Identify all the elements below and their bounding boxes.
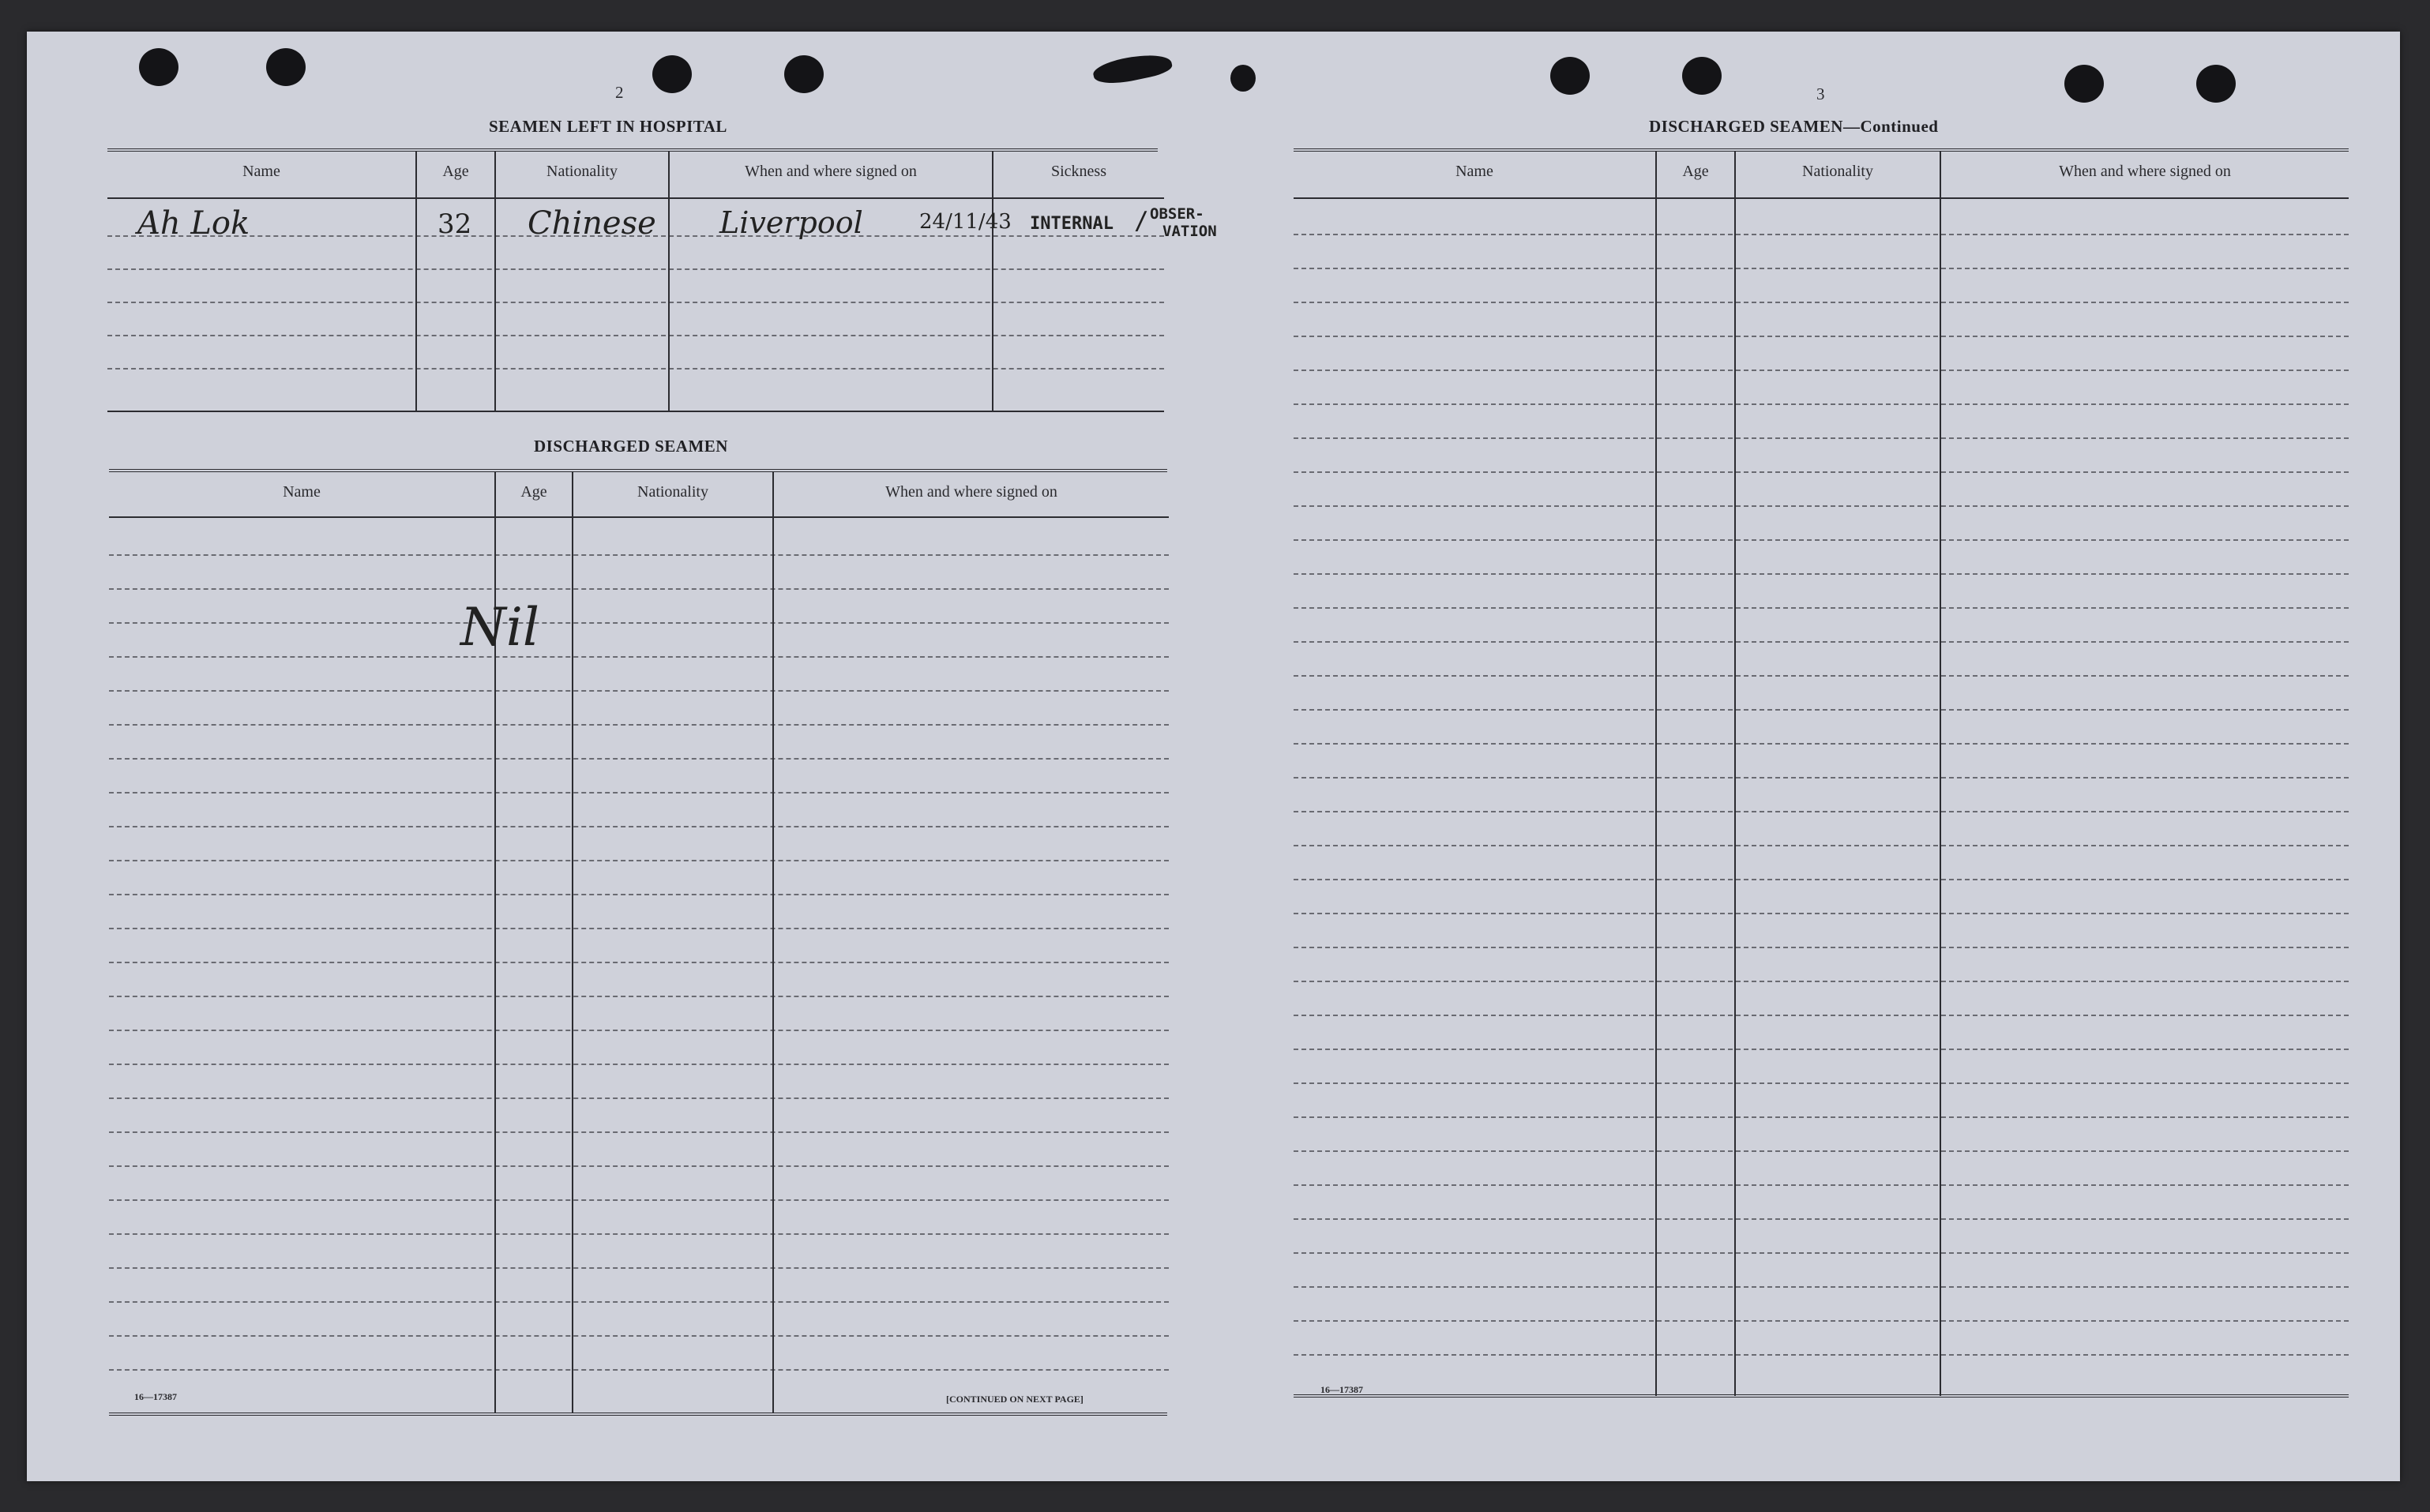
discharged-table [109, 469, 1169, 1416]
punch-hole [1682, 57, 1722, 95]
column-header-name: Name [1455, 163, 1493, 180]
discharged-continued-title-suffix: —Continued [1842, 117, 1939, 136]
column-header-name: Name [283, 483, 321, 501]
discharged-continued-title [1649, 117, 1938, 137]
punch-hole [2064, 65, 2104, 103]
punch-hole [784, 55, 824, 93]
handwritten-nil: Nil [460, 597, 539, 658]
column-header-nationality: Nationality [546, 163, 618, 180]
handwritten-nationality: Chinese [528, 205, 656, 242]
handwritten-signed-date: 24/11/43 [919, 210, 1012, 234]
form-number-left: 16—17387 [134, 1391, 177, 1402]
punch-hole [139, 48, 178, 86]
handwritten-sickness-note-cont: VATION [1162, 223, 1217, 240]
hospital-table [107, 148, 1217, 448]
column-header-signed-on: When and where signed on [885, 483, 1057, 501]
punch-hole [652, 55, 692, 93]
punch-hole [2196, 65, 2236, 103]
column-header-signed-on: When and where signed on [2059, 163, 2231, 180]
document-sheet [27, 32, 2400, 1481]
column-header-nationality: Nationality [1802, 163, 1873, 180]
handwritten-name: Ah Lok [137, 205, 250, 242]
handwritten-age: 32 [438, 208, 472, 240]
punch-hole [266, 48, 306, 86]
ink-blot [1230, 65, 1256, 92]
column-header-age: Age [442, 163, 469, 180]
column-header-nationality: Nationality [637, 483, 708, 501]
column-header-age: Age [520, 483, 547, 501]
ink-blot [1091, 49, 1174, 88]
continued-note: [CONTINUED ON NEXT PAGE] [946, 1394, 1084, 1405]
column-header-age: Age [1682, 163, 1709, 180]
column-header-name: Name [242, 163, 280, 180]
hospital-section-title: SEAMEN LEFT IN HOSPITAL [489, 117, 727, 136]
form-number-right: 16—17387 [1320, 1384, 1363, 1395]
page-number-left: 2 [615, 83, 624, 102]
column-header-sickness: Sickness [1051, 163, 1106, 180]
page-number-right: 3 [1816, 84, 1825, 103]
punch-hole [1550, 57, 1590, 95]
discharged-section-title: DISCHARGED SEAMEN [534, 437, 728, 456]
handwritten-signed-place: Liverpool [719, 205, 863, 240]
sickness-slash: / [1134, 207, 1149, 235]
handwritten-sickness: INTERNAL [1030, 214, 1114, 234]
column-header-signed-on: When and where signed on [745, 163, 917, 180]
handwritten-sickness-note: OBSER- [1150, 205, 1204, 223]
discharged-continued-table [1294, 148, 2352, 1408]
discharged-continued-title-main: DISCHARGED SEAMEN [1649, 117, 1843, 136]
